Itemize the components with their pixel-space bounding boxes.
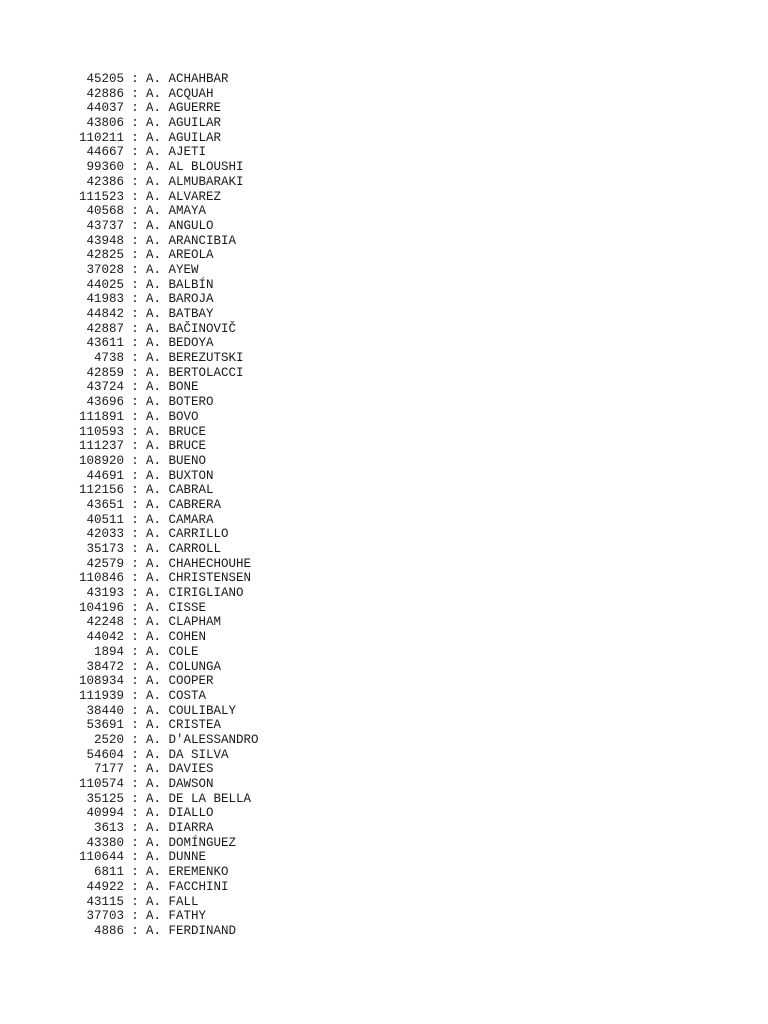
entry-id: 43651 <box>86 497 124 512</box>
entry-id: 108934 <box>78 674 124 689</box>
list-item <box>0 380 768 395</box>
list-item <box>0 513 768 528</box>
entry-id: 35125 <box>86 791 124 806</box>
entry-name: A. CABRERA <box>146 497 222 512</box>
entry-separator: : <box>131 145 139 160</box>
entry-name: A. CISSE <box>146 600 207 615</box>
entry-name: A. DIALLO <box>146 806 214 821</box>
entry-id: 44042 <box>86 630 124 645</box>
list-item <box>0 527 768 542</box>
entry-name: A. BAROJA <box>146 292 214 307</box>
entry-name: A. AREOLA <box>146 248 214 263</box>
entry-id: 2520 <box>93 732 124 747</box>
entry-name: A. ACHAHBAR <box>146 72 229 86</box>
entry-id: 104196 <box>78 600 124 615</box>
list-item <box>0 733 768 748</box>
list-item <box>0 821 768 836</box>
entry-name: A. CHRISTENSEN <box>146 571 252 586</box>
entry-id: 38472 <box>86 659 124 674</box>
list-item <box>0 248 768 263</box>
entry-separator: : <box>131 909 139 924</box>
entry-name: A. BALBÍN <box>146 277 214 292</box>
entry-id: 42859 <box>86 365 124 380</box>
entry-separator: : <box>131 336 139 351</box>
list-item <box>0 322 768 337</box>
entry-name: A. DE LA BELLA <box>146 791 252 806</box>
entry-name: A. FALL <box>146 894 199 909</box>
list-item <box>0 748 768 763</box>
entry-name: A. BEDOYA <box>146 336 214 351</box>
entry-separator: : <box>131 248 139 263</box>
entry-separator: : <box>131 821 139 836</box>
entry-id: 43806 <box>86 116 124 131</box>
entry-name: A. AGUILAR <box>146 116 222 131</box>
list-item <box>0 160 768 175</box>
entry-separator: : <box>131 674 139 689</box>
entry-id: 38440 <box>86 703 124 718</box>
entry-id: 44667 <box>86 145 124 160</box>
entry-id: 37028 <box>86 262 124 277</box>
entry-id: 42887 <box>86 321 124 336</box>
entry-id: 43737 <box>86 218 124 233</box>
entry-separator: : <box>131 879 139 894</box>
list-item <box>0 351 768 366</box>
list-item <box>0 190 768 205</box>
list-item <box>0 689 768 704</box>
entry-separator: : <box>131 174 139 189</box>
entry-id: 54604 <box>86 747 124 762</box>
entry-id: 35173 <box>86 542 124 556</box>
entry-id: 43193 <box>86 586 124 601</box>
list-item <box>0 924 768 939</box>
entry-id: 3613 <box>93 821 124 836</box>
entry-separator: : <box>131 894 139 909</box>
list-item <box>0 204 768 219</box>
list-item <box>0 586 768 601</box>
entry-name: A. DA SILVA <box>146 747 229 762</box>
list-item <box>0 366 768 381</box>
entry-name: A. FERDINAND <box>146 923 237 938</box>
entry-name: A. CARRILLO <box>146 527 229 542</box>
entry-id: 4886 <box>93 923 124 938</box>
entry-name: A. CLAPHAM <box>146 615 222 630</box>
list-item <box>0 718 768 733</box>
list-item <box>0 542 768 557</box>
entry-name: A. BERTOLACCI <box>146 365 244 380</box>
list-item <box>0 704 768 719</box>
entry-separator: : <box>131 116 139 131</box>
entry-id: 42886 <box>86 86 124 101</box>
entry-separator: : <box>131 556 139 571</box>
entry-name: A. BAČINOVIČ <box>146 321 237 336</box>
entry-id: 1894 <box>93 644 124 659</box>
entry-id: 111523 <box>78 189 124 204</box>
list-item <box>0 410 768 425</box>
list-item <box>0 336 768 351</box>
entry-separator: : <box>131 395 139 410</box>
entry-separator: : <box>131 644 139 659</box>
entry-separator: : <box>131 468 139 483</box>
entry-id: 43948 <box>86 233 124 248</box>
entry-separator: : <box>131 791 139 806</box>
entry-id: 43380 <box>86 835 124 850</box>
entry-name: A. DOMÍNGUEZ <box>146 835 237 850</box>
list-item <box>0 792 768 807</box>
entry-name: A. ACQUAH <box>146 86 214 101</box>
entry-id: 42825 <box>86 248 124 263</box>
entry-name: A. DAWSON <box>146 777 214 791</box>
entry-separator: : <box>131 923 139 938</box>
entry-separator: : <box>131 850 139 865</box>
entry-id: 44037 <box>86 101 124 116</box>
entry-name: A. AYEW <box>146 262 199 277</box>
entry-name: A. AMAYA <box>146 204 207 219</box>
entry-separator: : <box>131 527 139 542</box>
list-item <box>0 601 768 616</box>
entry-separator: : <box>131 292 139 307</box>
list-item <box>0 660 768 675</box>
entry-name: A. BRUCE <box>146 439 207 454</box>
entry-id: 40568 <box>86 204 124 219</box>
list-item <box>0 850 768 865</box>
entry-separator: : <box>131 806 139 821</box>
entry-id: 42579 <box>86 556 124 571</box>
entry-separator: : <box>131 453 139 468</box>
entry-separator: : <box>131 262 139 277</box>
list-item <box>0 263 768 278</box>
entry-id: 108920 <box>78 453 124 468</box>
entry-name: A. ANGULO <box>146 218 214 233</box>
entry-separator: : <box>131 439 139 454</box>
entry-separator: : <box>131 307 139 321</box>
entry-name: A. AL BLOUSHI <box>146 160 244 175</box>
entry-id: 45205 <box>86 72 124 86</box>
entry-separator: : <box>131 542 139 556</box>
entry-name: A. ALVAREZ <box>146 189 222 204</box>
entry-id: 44842 <box>86 307 124 321</box>
list-item <box>0 498 768 513</box>
entry-id: 44025 <box>86 277 124 292</box>
list-item <box>0 571 768 586</box>
entry-id: 110211 <box>78 130 124 145</box>
entry-name: A. BATBAY <box>146 307 214 321</box>
entry-name: A. BUXTON <box>146 468 214 483</box>
entry-id: 43115 <box>86 894 124 909</box>
entry-name: A. COHEN <box>146 630 207 645</box>
entry-id: 4738 <box>93 351 124 366</box>
list-item <box>0 439 768 454</box>
entry-id: 37703 <box>86 909 124 924</box>
list-item <box>0 72 768 87</box>
list-item <box>0 895 768 910</box>
entry-separator: : <box>131 72 139 86</box>
entry-name: A. FACCHINI <box>146 879 229 894</box>
entry-separator: : <box>131 86 139 101</box>
entry-separator: : <box>131 218 139 233</box>
entry-separator: : <box>131 233 139 248</box>
list-item <box>0 175 768 190</box>
entry-separator: : <box>131 586 139 601</box>
list-item <box>0 292 768 307</box>
entry-name: A. BUENO <box>146 453 207 468</box>
entry-separator: : <box>131 101 139 116</box>
entry-name: A. AGUILAR <box>146 130 222 145</box>
list-item <box>0 131 768 146</box>
entry-separator: : <box>131 747 139 762</box>
entry-name: A. COLUNGA <box>146 659 222 674</box>
list-item <box>0 615 768 630</box>
entry-separator: : <box>131 160 139 175</box>
entry-separator: : <box>131 615 139 630</box>
list-item <box>0 806 768 821</box>
entry-id: 42033 <box>86 527 124 542</box>
list-item <box>0 762 768 777</box>
entry-id: 110593 <box>78 424 124 439</box>
list-item <box>0 278 768 293</box>
entry-name: A. BOTERO <box>146 395 214 410</box>
entry-id: 42248 <box>86 615 124 630</box>
entry-separator: : <box>131 497 139 512</box>
document-page <box>0 72 768 939</box>
entry-name: A. COOPER <box>146 674 214 689</box>
entry-name: A. CABRAL <box>146 483 214 498</box>
entry-separator: : <box>131 204 139 219</box>
entry-separator: : <box>131 762 139 777</box>
entry-name: A. DAVIES <box>146 762 214 777</box>
entry-name: A. EREMENKO <box>146 865 229 880</box>
entry-separator: : <box>131 777 139 791</box>
list-item <box>0 454 768 469</box>
entry-separator: : <box>131 865 139 880</box>
list-item <box>0 880 768 895</box>
entry-separator: : <box>131 424 139 439</box>
list-item <box>0 865 768 880</box>
entry-separator: : <box>131 600 139 615</box>
list-item <box>0 395 768 410</box>
entry-separator: : <box>131 630 139 645</box>
entry-separator: : <box>131 380 139 395</box>
entry-name: A. BEREZUTSKI <box>146 351 244 366</box>
entry-name: A. DIARRA <box>146 821 214 836</box>
entry-id: 44922 <box>86 879 124 894</box>
entry-name: A. BOVO <box>146 409 199 424</box>
entry-separator: : <box>131 365 139 380</box>
list-item <box>0 145 768 160</box>
entry-id: 43724 <box>86 380 124 395</box>
list-item <box>0 101 768 116</box>
entry-name: A. COSTA <box>146 688 207 703</box>
entry-name: A. BRUCE <box>146 424 207 439</box>
entry-name: A. FATHY <box>146 909 207 924</box>
entry-id: 44691 <box>86 468 124 483</box>
list-item <box>0 469 768 484</box>
entry-separator: : <box>131 483 139 498</box>
entry-name: A. ALMUBARAKI <box>146 174 244 189</box>
entry-id: 6811 <box>93 865 124 880</box>
entry-separator: : <box>131 688 139 703</box>
entry-separator: : <box>131 130 139 145</box>
entry-separator: : <box>131 351 139 366</box>
entry-id: 40994 <box>86 806 124 821</box>
entry-id: 111891 <box>78 409 124 424</box>
entry-name: A. CIRIGLIANO <box>146 586 244 601</box>
list-item <box>0 909 768 924</box>
entry-separator: : <box>131 512 139 527</box>
list-item <box>0 777 768 792</box>
player-list <box>0 72 768 939</box>
entry-id: 112156 <box>78 483 124 498</box>
entry-separator: : <box>131 732 139 747</box>
entry-id: 110574 <box>78 777 124 791</box>
entry-name: A. AGUERRE <box>146 101 222 116</box>
entry-name: A. CRISTEA <box>146 718 222 733</box>
entry-separator: : <box>131 659 139 674</box>
entry-name: A. COULIBALY <box>146 703 237 718</box>
entry-name: A. D'ALESSANDRO <box>146 732 259 747</box>
list-item <box>0 307 768 322</box>
list-item <box>0 219 768 234</box>
list-item <box>0 836 768 851</box>
entry-id: 41983 <box>86 292 124 307</box>
entry-separator: : <box>131 571 139 586</box>
entry-id: 110846 <box>78 571 124 586</box>
entry-name: A. CARROLL <box>146 542 222 556</box>
entry-name: A. AJETI <box>146 145 207 160</box>
entry-id: 40511 <box>86 512 124 527</box>
list-item <box>0 425 768 440</box>
entry-id: 7177 <box>93 762 124 777</box>
entry-id: 111939 <box>78 688 124 703</box>
entry-id: 111237 <box>78 439 124 454</box>
list-item <box>0 116 768 131</box>
entry-separator: : <box>131 718 139 733</box>
entry-id: 42386 <box>86 174 124 189</box>
entry-id: 110644 <box>78 850 124 865</box>
entry-separator: : <box>131 835 139 850</box>
entry-separator: : <box>131 321 139 336</box>
entry-id: 43611 <box>86 336 124 351</box>
entry-name: A. COLE <box>146 644 199 659</box>
list-item <box>0 234 768 249</box>
list-item <box>0 87 768 102</box>
entry-separator: : <box>131 409 139 424</box>
entry-id: 53691 <box>86 718 124 733</box>
entry-name: A. BONE <box>146 380 199 395</box>
entry-id: 43696 <box>86 395 124 410</box>
list-item <box>0 557 768 572</box>
entry-separator: : <box>131 189 139 204</box>
entry-name: A. CHAHECHOUHE <box>146 556 252 571</box>
list-item <box>0 674 768 689</box>
entry-name: A. DUNNE <box>146 850 207 865</box>
entry-name: A. ARANCIBIA <box>146 233 237 248</box>
entry-separator: : <box>131 277 139 292</box>
list-item <box>0 630 768 645</box>
entry-name: A. CAMARA <box>146 512 214 527</box>
list-item <box>0 483 768 498</box>
entry-separator: : <box>131 703 139 718</box>
entry-id: 99360 <box>86 160 124 175</box>
list-item <box>0 645 768 660</box>
